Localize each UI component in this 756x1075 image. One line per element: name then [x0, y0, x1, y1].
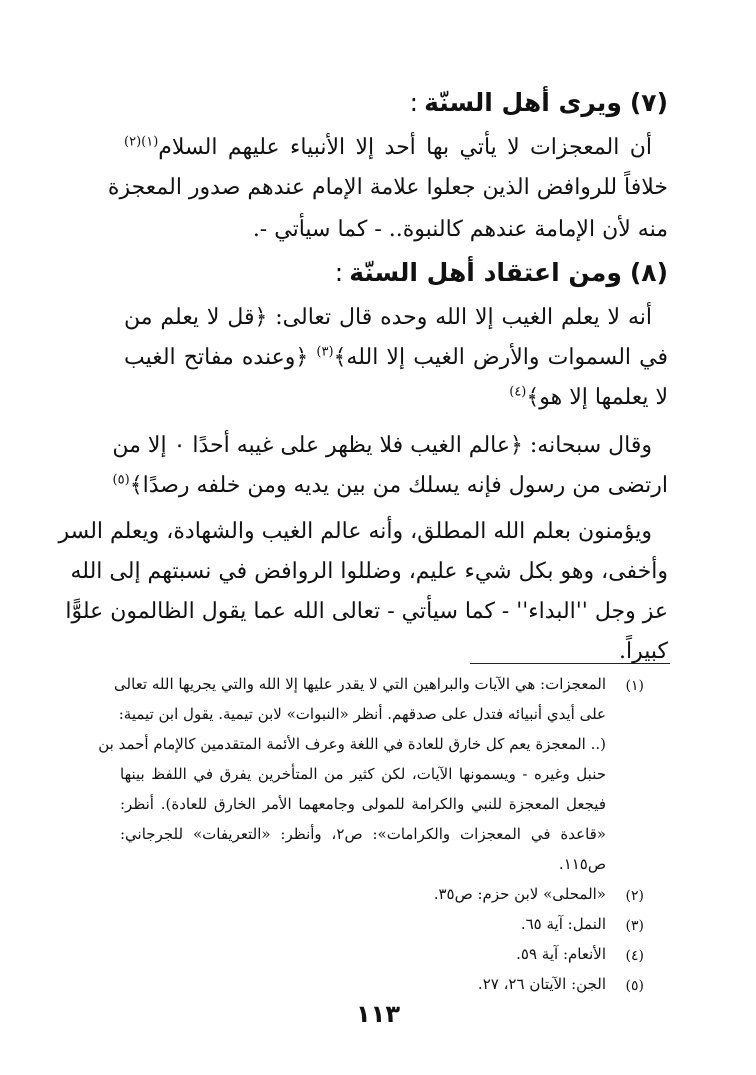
footnote-1-line-4: حنبل وغيره - ويسمونها الآيات، لكن كثير من المتأخرين يفرق في اللفظ بينها: [120, 765, 606, 783]
ref-3: (٣): [316, 344, 334, 360]
footnote-5-text: الجن: الآيتان ٢٦، ٢٧.: [477, 975, 606, 993]
section-8-line-8: عز وجل ''البداء'' - كما سيأتي - تعالى الله عما يقول الظالمون علوًّا: [65, 599, 668, 624]
section-7-line-3: منه لأن الإمامة عندهم كالنبوة.. - كما سيأتي -.: [252, 217, 668, 242]
section-8-line-2-text: في السموات والأرض الغيب إلا الله﴾: [333, 345, 668, 370]
section-7-line-2: خلافاً للروافض الذين جعلوا علامة الإمام عندهم صدور المعجزة: [107, 175, 668, 200]
footnote-1-number: (١): [625, 678, 644, 694]
section-7-heading: [68, 86, 668, 120]
section-7-line-1: [124, 130, 652, 166]
section-8-line-4: وقال سبحانه: ﴿عالم الغيب فلا يظهر على غيبه أحدًا ٠ إلا من: [112, 433, 652, 458]
section-7-colon: :: [409, 88, 419, 117]
section-8-line-2: [124, 340, 668, 376]
footnote-5-number: (٥): [625, 978, 644, 994]
section-8-number: (٨): [629, 258, 668, 287]
section-8-line-5-text: ارتضى من رسول فإنه يسلك من بين يديه ومن خلفه رصدًا﴾: [129, 473, 668, 498]
footnote-separator: [470, 663, 670, 664]
section-7-number: (٧): [629, 88, 668, 117]
section-8-line-5: [112, 468, 668, 504]
footnote-4-number: (٤): [625, 948, 644, 964]
footnote-2-number: (٢): [625, 888, 644, 904]
footnote-1-line-2: على أيدي أنبيائه فتدل على صدقهم. أنظر «النبوات» لابن تيمية. يقول ابن تيمية:: [118, 705, 606, 723]
section-8-line-3: [124, 380, 668, 416]
footnote-1-line-5: فيجعل المعجزة للنبي والكرامة للمولى وجامعهما الأمر الخارق للعادة). أنظر:: [120, 795, 606, 813]
section-8-line-9: كبيراً.: [619, 639, 668, 664]
section-8-heading: [68, 256, 668, 290]
footnote-1-line-7: ص١١٥.: [558, 855, 606, 873]
footnote-4-text: الأنعام: آية ٥٩.: [516, 945, 606, 963]
section-8-title: ومن اعتقاد أهل السنّة: [349, 258, 622, 287]
footnote-3-text: النمل: آية ٦٥.: [520, 915, 606, 933]
ref-2: (٢): [124, 134, 142, 150]
footnote-2-text: «المحلى» لابن حزم: ص٣٥.: [433, 885, 606, 903]
section-7-title: ويرى أهل السنّة: [424, 88, 622, 117]
section-8-line-1: أنه لا يعلم الغيب إلا الله وحده قال تعالى: ﴿قل لا يعلم من: [124, 305, 652, 330]
ref-1: (١): [141, 134, 159, 150]
section-8-line-2b-text: ﴿وعنده مفاتح الغيب: [124, 345, 309, 370]
footnote-3-number: (٣): [625, 918, 644, 934]
ref-5: (٥): [112, 472, 130, 488]
footnote-1-line-1: المعجزات: هي الآيات والبراهين التي لا يقدر عليها إلا الله والتي يجريها الله تعالى: [114, 675, 606, 693]
section-8-line-6: ويؤمنون بعلم الله المطلق، وأنه عالم الغيب والشهادة، ويعلم السر: [58, 519, 652, 544]
section-8-line-7: وأخفى، وهو بكل شيء عليم، وضللوا الروافض في نسبتهم إلى الله: [70, 559, 668, 584]
section-8-line-3-text: لا يعلمها إلا هو﴾: [526, 385, 668, 410]
ref-4: (٤): [509, 384, 527, 400]
section-7-line-1-text: أن المعجزات لا يأتي بها أحد إلا الأنبياء عليهم السلام: [158, 135, 652, 160]
footnote-1-line-3: (.. المعجزة يعم كل خارق للعادة في اللغة وعرف الأئمة المتقدمين كالإمام أحمد بن: [98, 735, 606, 753]
page-number: ١١٣: [356, 1000, 400, 1028]
section-8-colon: :: [334, 258, 344, 287]
footnote-1-line-6: «قاعدة في المعجزات والكرامات»: ص٢، وأنظر: «التعريفات» للجرجاني:: [120, 825, 606, 843]
